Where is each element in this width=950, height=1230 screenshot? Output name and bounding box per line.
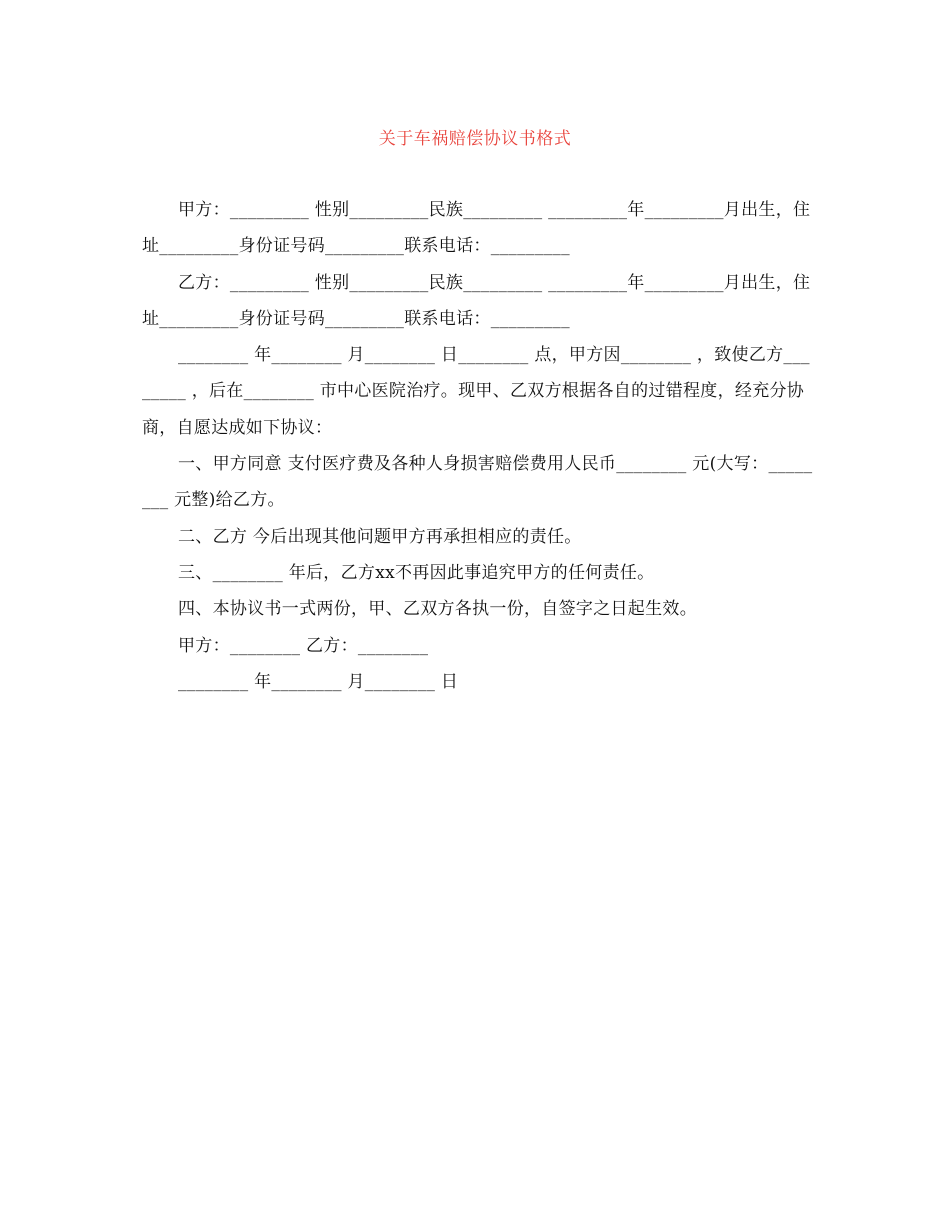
document-title: 关于车祸赔偿协议书格式: [378, 129, 572, 149]
clause-three: 三、________ 年后，乙方xx不再因此事追究甲方的任何责任。: [178, 562, 655, 583]
clause-one: 一、甲方同意 支付医疗费及各种人身损害赔偿费用人民币________ 元(大写：________ 元整)给乙方。: [142, 454, 813, 511]
party-b-info: 乙方：_________ 性别_________民族_________ _________年_________月出生，住址_________身份证号码_________联系电话：_________: [142, 272, 811, 329]
document-body: [142, 192, 814, 700]
signature-line: 甲方：________ 乙方：________: [178, 635, 429, 656]
party-a-info: 甲方：_________ 性别_________民族_________ _________年_________月出生，住址_________身份证号码_________联系电话：_________: [142, 200, 811, 257]
incident-description: ________ 年________ 月________ 日________ 点，甲方因________ ，致使乙方________ ，后在________ 市中心医院治疗。现甲、乙双方根据各自的过错程度，经充分协商，自愿达成如下协议：: [142, 345, 810, 438]
clause-four: 四、本协议书一式两份，甲、乙双方各执一份，自签字之日起生效。: [178, 599, 697, 620]
clause-two: 二、乙方 今后出现其他问题甲方再承担相应的责任。: [178, 526, 582, 547]
date-line: ________ 年________ 月________ 日: [178, 671, 459, 692]
